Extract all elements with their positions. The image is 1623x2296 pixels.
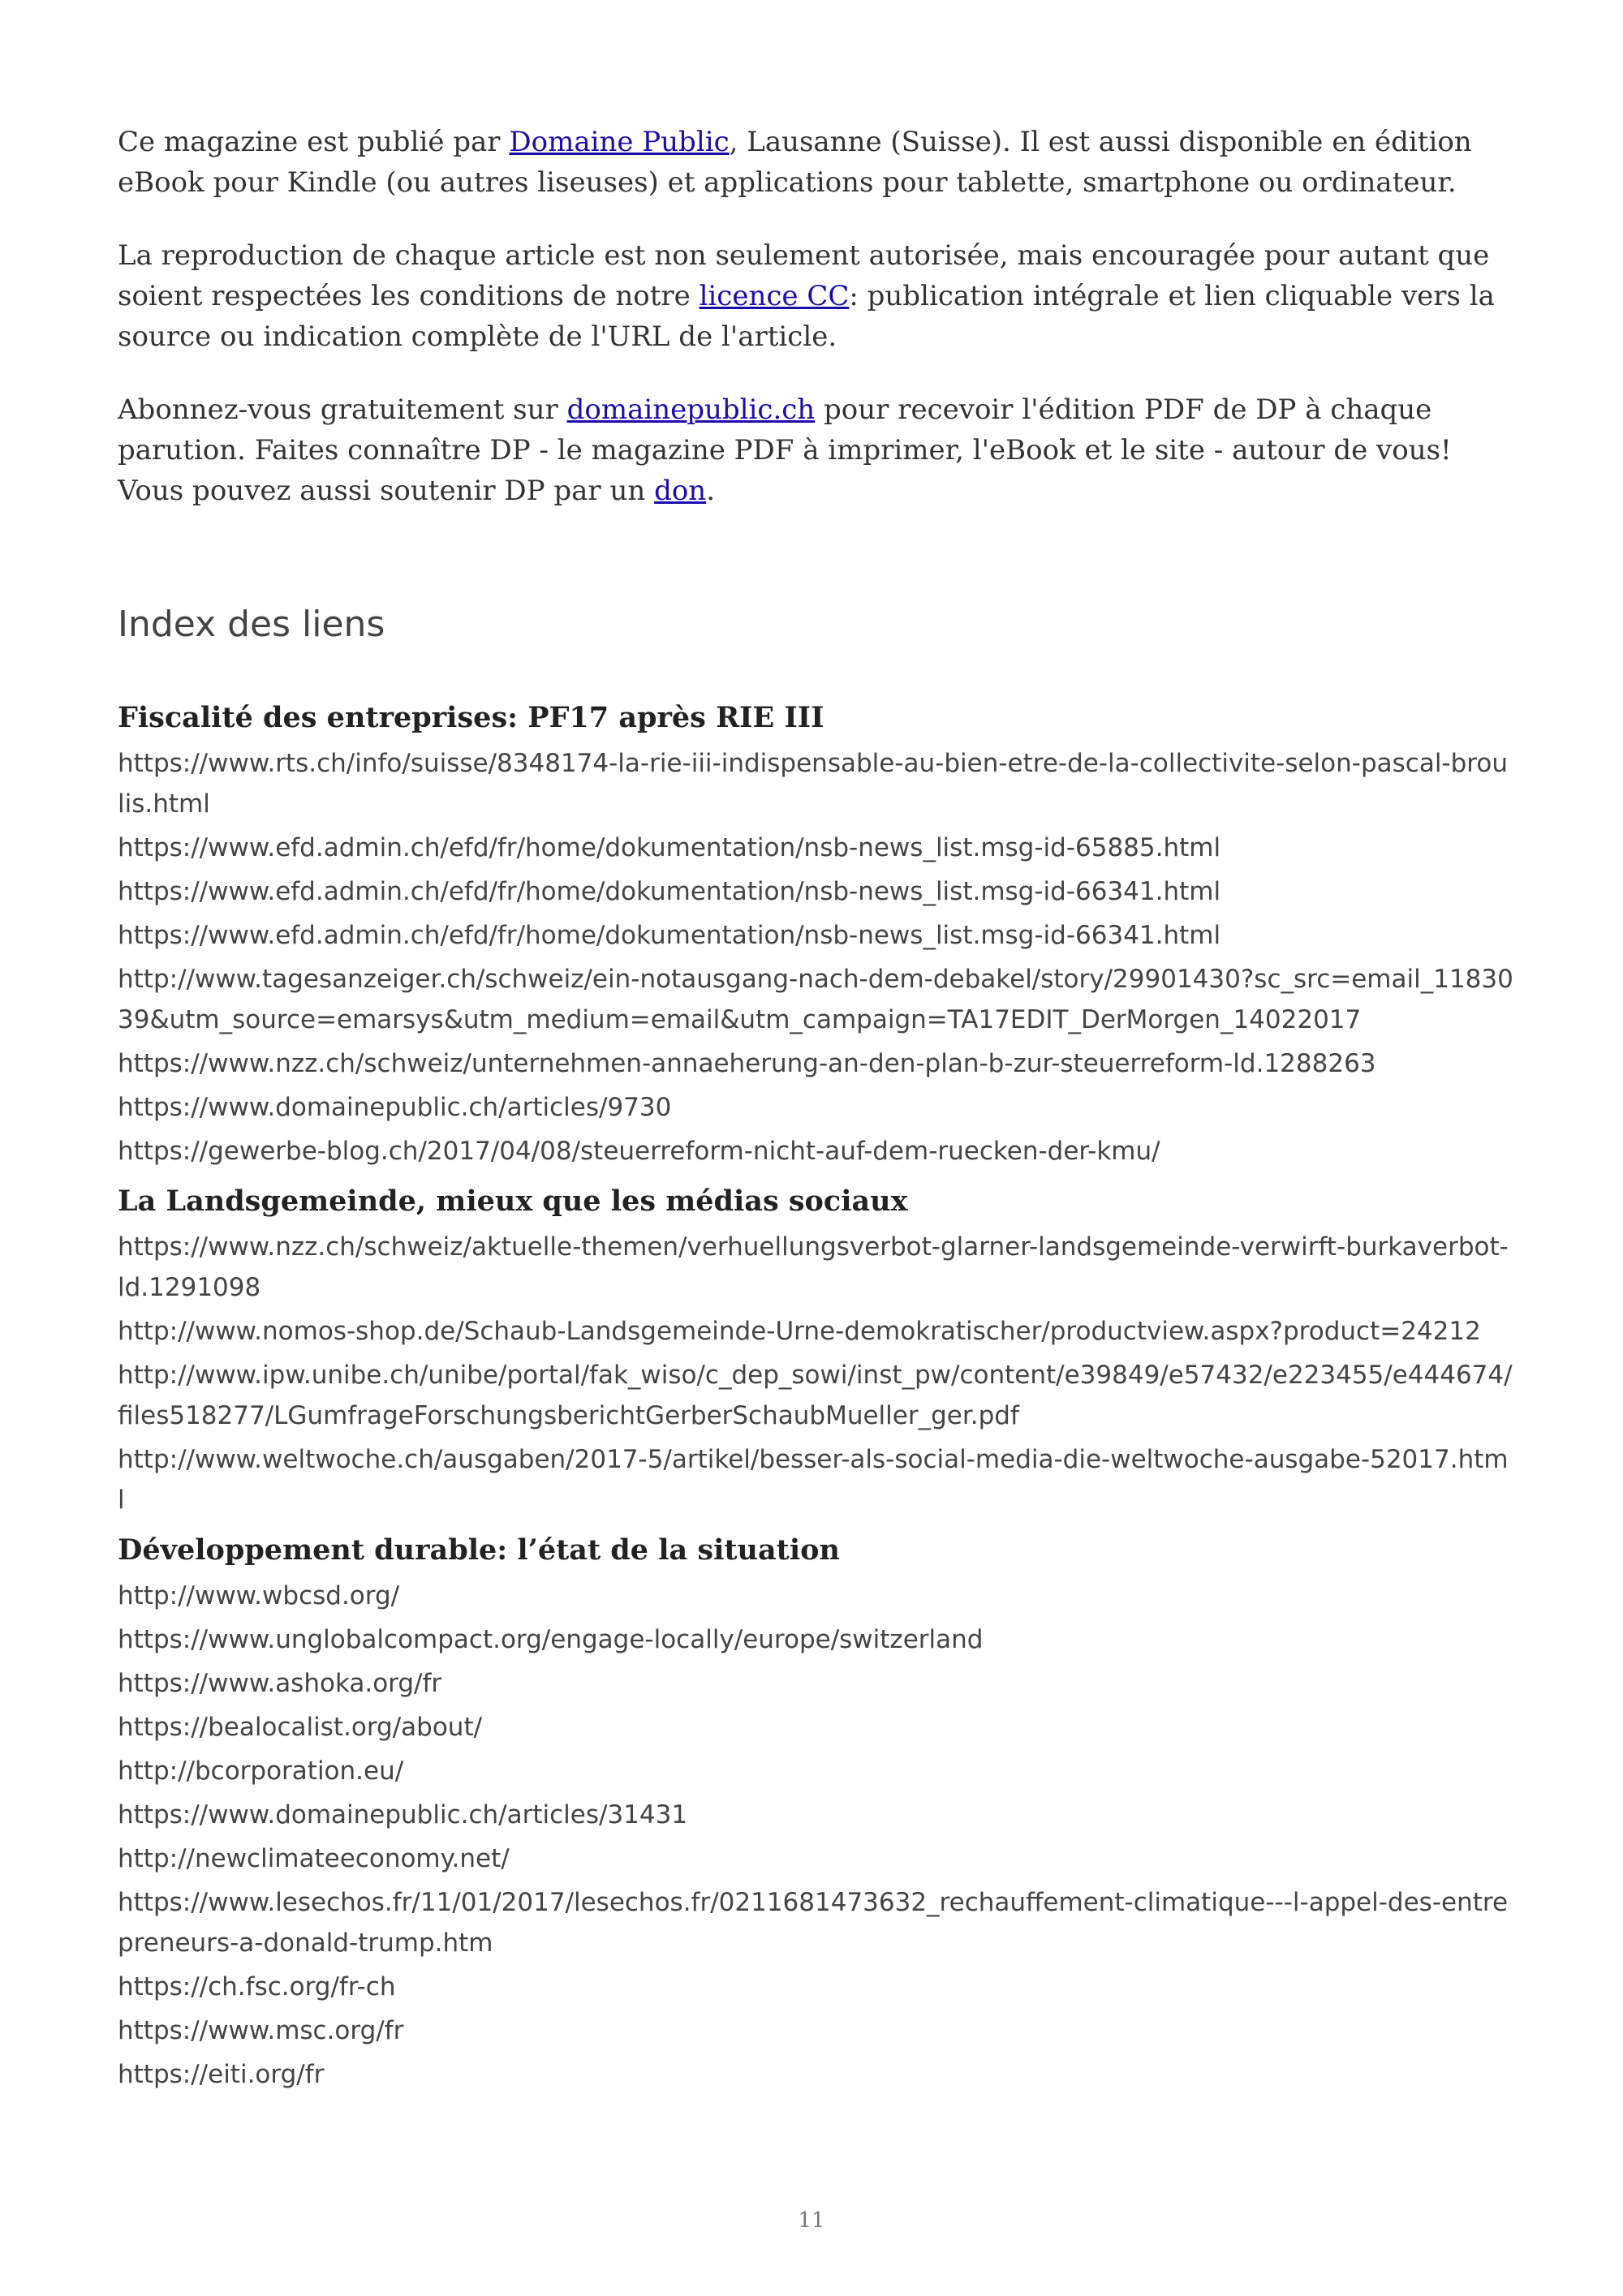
intro-paragraph-publisher xyxy=(118,122,1513,203)
link-url: https://www.rts.ch/info/suisse/8348174-la-rie-iii-indispensable-au-bien-etre-de-la-collectivite-selon-pascal-broulis.html xyxy=(118,749,1508,819)
link-url: https://www.domainepublic.ch/articles/9730 xyxy=(118,1093,672,1122)
link-url: http://www.ipw.unibe.ch/unibe/portal/fak_wiso/c_dep_sowi/inst_pw/content/e39849/e57432/e223455/e444674/files518277/LGumfrageForschungsberichtGerberSchaubMueller_ger.pdf xyxy=(118,1361,1513,1430)
intro-text: La reproduction de chaque article est non seulement autorisée, mais encouragée pour autant que soient respectées les conditions de notre xyxy=(118,239,1490,312)
intro-text: Ce magazine est publié par xyxy=(118,126,510,158)
intro-paragraph-subscribe xyxy=(118,389,1513,511)
link-url: https://eiti.org/fr xyxy=(118,2060,325,2089)
link-list xyxy=(118,1227,1513,1520)
link-url: https://bealocalist.org/about/ xyxy=(118,1713,483,1742)
link-url: https://www.msc.org/fr xyxy=(118,2016,404,2045)
link-url: https://ch.fsc.org/fr-ch xyxy=(118,1972,396,2001)
link-section xyxy=(118,698,1513,1172)
link-url: http://www.nomos-shop.de/Schaub-Landsgemeinde-Urne-demokratischer/productview.aspx?product=24212 xyxy=(118,1317,1481,1346)
section-title: Fiscalité des entreprises: PF17 après RIE III xyxy=(118,701,824,734)
link-url: https://www.efd.admin.ch/efd/fr/home/dokumentation/nsb-news_list.msg-id-66341.html xyxy=(118,921,1221,950)
link-url: https://www.efd.admin.ch/efd/fr/home/dokumentation/nsb-news_list.msg-id-65885.html xyxy=(118,833,1221,862)
intro-paragraph-license xyxy=(118,235,1513,357)
intro-text: Abonnez-vous gratuitement sur xyxy=(118,393,567,426)
link-list xyxy=(118,1576,1513,2095)
link-url: http://www.weltwoche.ch/ausgaben/2017-5/artikel/besser-als-social-media-die-weltwoche-ausgabe-52017.html xyxy=(118,1445,1509,1515)
link-section xyxy=(118,1530,1513,2095)
section-title: Développement durable: l’état de la situation xyxy=(118,1533,840,1567)
index-title: Index des liens xyxy=(118,604,385,645)
intro-text: . xyxy=(706,475,716,507)
link-url: http://bcorporation.eu/ xyxy=(118,1756,404,1786)
link-section xyxy=(118,1181,1513,1520)
link-url: https://www.nzz.ch/schweiz/unternehmen-annaeherung-an-den-plan-b-zur-steuerreform-ld.1288263 xyxy=(118,1049,1376,1078)
link-url: https://www.efd.admin.ch/efd/fr/home/dokumentation/nsb-news_list.msg-id-66341.html xyxy=(118,877,1221,906)
link-url: https://www.nzz.ch/schweiz/aktuelle-themen/verhuellungsverbot-glarner-landsgemeinde-verwirft-burkaverbot-ld.1291098 xyxy=(118,1232,1509,1302)
link-url: http://www.wbcsd.org/ xyxy=(118,1581,400,1610)
link-index xyxy=(118,698,1513,2095)
intro-text: : publication intégrale et lien cliquable vers la source ou indication complète de l'URL de l'article. xyxy=(118,280,1495,353)
don-link[interactable]: don xyxy=(654,475,707,507)
link-url: https://www.lesechos.fr/11/01/2017/lesechos.fr/0211681473632_rechauffement-climatique---l-appel-des-entrepreneurs-a-donald-trump.htm xyxy=(118,1888,1509,1958)
domaine-public-link[interactable]: Domaine Public xyxy=(509,126,730,158)
intro-block xyxy=(118,122,1513,511)
link-list xyxy=(118,743,1513,1172)
licence-cc-link[interactable]: licence CC xyxy=(699,280,850,312)
page-number: 11 xyxy=(798,2208,825,2233)
link-url: https://www.ashoka.org/fr xyxy=(118,1669,442,1698)
domainepublic-link[interactable]: domainepublic.ch xyxy=(566,393,816,426)
section-title: La Landsgemeinde, mieux que les médias sociaux xyxy=(118,1185,908,1218)
link-url: http://www.tagesanzeiger.ch/schweiz/ein-notausgang-nach-dem-debakel/story/29901430?sc_src=email_1183039&utm_source=emarsys&utm_medium=email&utm_campaign=TA17EDIT_DerMorgen_14022017 xyxy=(118,965,1513,1034)
intro-text: pour recevoir l'édition PDF de DP à chaque parution. Faites connaître DP - le magazine PDF à imprimer, l'eBook et le site - autour de vous! Vous pouvez aussi soutenir DP par un xyxy=(118,393,1452,507)
intro-text: , Lausanne (Suisse). Il est aussi disponible en édition eBook pour Kindle (ou autres liseuses) et applications pour tablette, smartphone ou ordinateur. xyxy=(118,126,1472,199)
link-url: https://www.domainepublic.ch/articles/31431 xyxy=(118,1800,688,1829)
link-url: http://newclimateeconomy.net/ xyxy=(118,1844,510,1873)
page xyxy=(118,122,1513,2105)
link-url: https://www.unglobalcompact.org/engage-locally/europe/switzerland xyxy=(118,1625,984,1654)
link-url: https://gewerbe-blog.ch/2017/04/08/steuerreform-nicht-auf-dem-ruecken-der-kmu/ xyxy=(118,1137,1160,1166)
